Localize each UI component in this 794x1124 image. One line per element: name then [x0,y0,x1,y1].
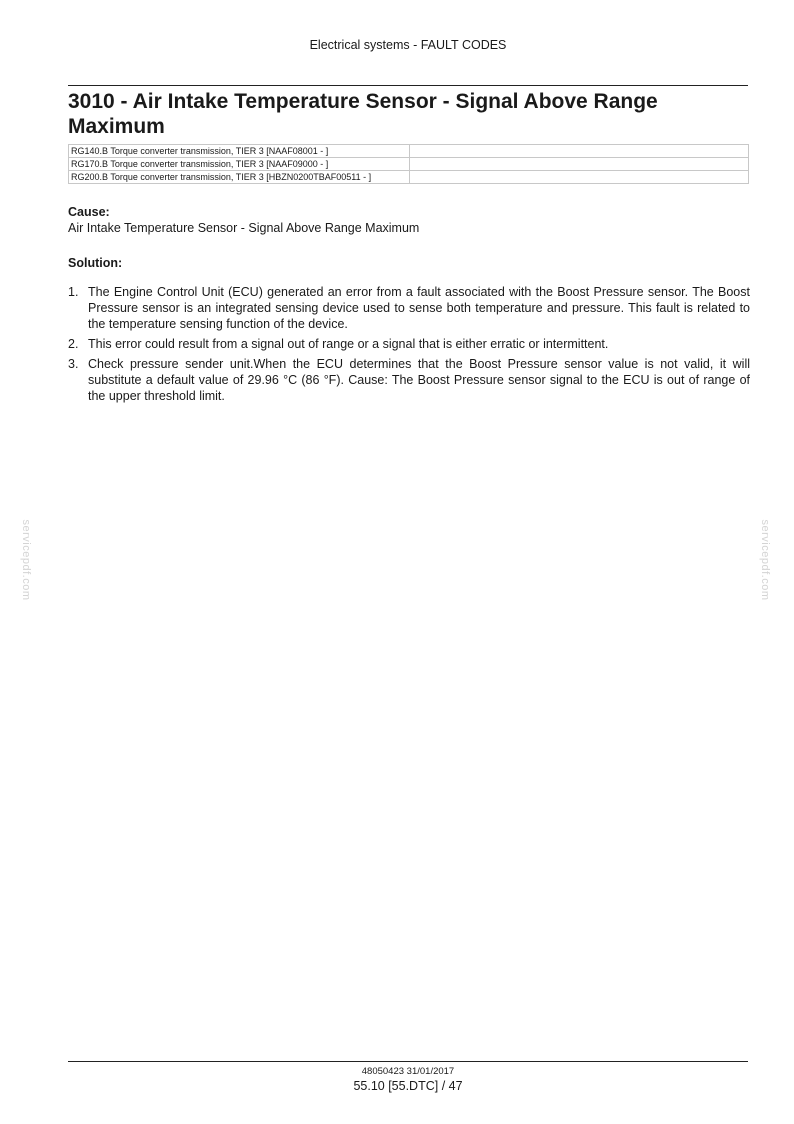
table-row [69,145,749,158]
applicability-table [68,144,749,184]
table-row [69,158,749,171]
list-item [68,284,750,332]
solution-steps [68,284,750,408]
watermark-right: servicepdf.com [759,519,771,601]
header-divider [68,85,748,86]
table-row [69,171,749,184]
note-cell [410,158,749,171]
model-cell: RG140.B Torque converter transmission, TIER 3 [NAAF08001 - ] [69,145,410,158]
note-cell [410,145,749,158]
note-cell [410,171,749,184]
step-number: 3. [68,357,79,371]
cause-heading: Cause: [68,205,110,219]
document-reference: 48050423 31/01/2017 [361,1066,455,1077]
footer-divider [68,1061,748,1062]
step-text: Check pressure sender unit.When the ECU determines that the Boost Pressure sensor value is not valid, it will substitute a default value of 29.96 °C (86 °F). Cause: The Boost Pressure sensor signal to the ECU is out of range of the upper threshold limit. [88,357,750,403]
step-text: The Engine Control Unit (ECU) generated an error from a fault associated with the Boost Pressure sensor. The Boost Pressure sensor is an integrated sensing device used to sense both temperature and pressure. This fault is related to the temperature sensing function of the device. [88,285,750,331]
list-item [68,356,750,404]
solution-heading: Solution: [68,256,123,270]
list-item [68,336,750,352]
step-text: This error could result from a signal out of range or a signal that is either erratic or intermittent. [88,337,609,351]
running-header: Electrical systems - FAULT CODES [309,38,507,52]
model-cell: RG170.B Torque converter transmission, TIER 3 [NAAF09000 - ] [69,158,410,171]
step-number: 2. [68,337,79,351]
step-number: 1. [68,285,79,299]
page-number: 55.10 [55.DTC] / 47 [353,1079,463,1093]
model-cell: RG200.B Torque converter transmission, TIER 3 [HBZN0200TBAF00511 - ] [69,171,410,184]
watermark-left: servicepdf.com [20,519,32,601]
page-title: 3010 - Air Intake Temperature Sensor - Signal Above Range Maximum [68,90,658,138]
cause-text: Air Intake Temperature Sensor - Signal Above Range Maximum [68,221,420,235]
